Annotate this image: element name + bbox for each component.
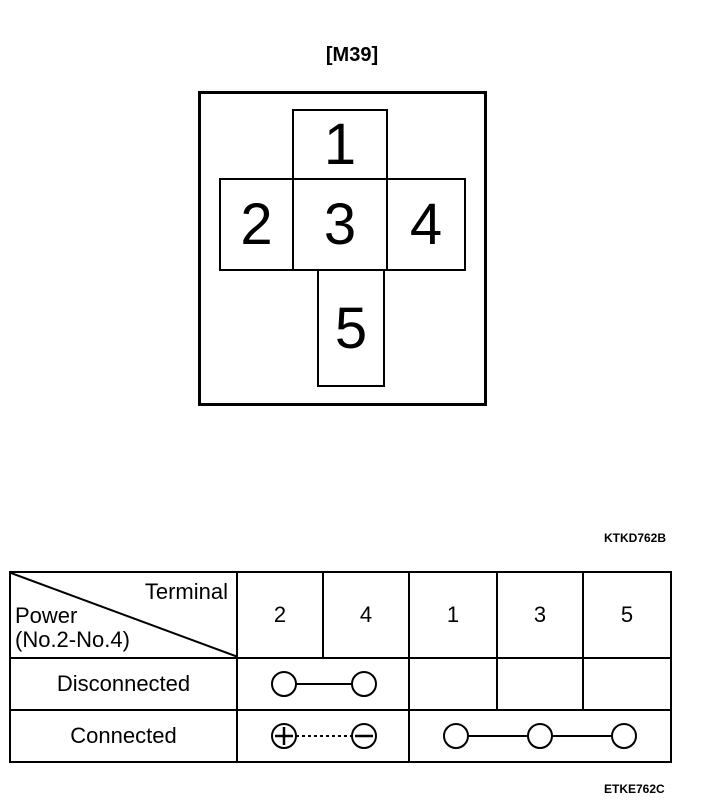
- connector-pin-3: [292, 178, 388, 271]
- pin-label: 2: [240, 192, 273, 257]
- terminal-header-2: 2: [237, 572, 323, 658]
- terminal-circle: [444, 724, 468, 748]
- terminal-circle: [528, 724, 552, 748]
- table-row-disconnected: [10, 658, 671, 710]
- power-subheader-label: (No.2-No.4): [15, 627, 130, 652]
- terminal-circle: [612, 724, 636, 748]
- terminal-header-3: 3: [497, 572, 583, 658]
- connector-pin-5: [317, 269, 385, 387]
- row-label-disconnected: Disconnected: [10, 658, 237, 710]
- power-supply-symbol: [238, 712, 410, 760]
- terminal-circle: [352, 672, 376, 696]
- empty-cell: [497, 658, 583, 710]
- terminal-header-1: 1: [409, 572, 497, 658]
- table-diagram-code: ETKE762C: [604, 782, 665, 796]
- continuity-1-3-5-symbol: [410, 712, 672, 760]
- connector-pin-4: [386, 178, 466, 271]
- header-diagonal-cell: [10, 572, 237, 658]
- terminal-header-label: Terminal: [144, 579, 228, 604]
- terminal-header-4: 4: [323, 572, 409, 658]
- pin-label: 5: [334, 295, 368, 361]
- table-row-connected: [10, 710, 671, 762]
- connector-pin-1: [292, 109, 388, 180]
- pin-label: 4: [409, 192, 443, 257]
- connector-diagram-code: KTKD762B: [604, 531, 667, 545]
- power-header-label: Power: [15, 603, 78, 628]
- connector-title: [M39]: [325, 44, 379, 66]
- row-label-connected: Connected: [10, 710, 237, 762]
- continuity-2-4-symbol: [238, 660, 410, 708]
- pin-label: 3: [323, 192, 357, 257]
- connected-power-cell: [237, 710, 409, 762]
- table-header-row: [10, 572, 671, 658]
- empty-cell: [409, 658, 497, 710]
- pin-label: 1: [323, 112, 357, 177]
- disconnected-continuity-cell: [237, 658, 409, 710]
- terminal-circle: [272, 672, 296, 696]
- terminal-header-5: 5: [583, 572, 671, 658]
- connected-continuity-cell: [409, 710, 671, 762]
- connector-pin-2: [219, 178, 294, 271]
- empty-cell: [583, 658, 671, 710]
- continuity-table: [9, 571, 670, 763]
